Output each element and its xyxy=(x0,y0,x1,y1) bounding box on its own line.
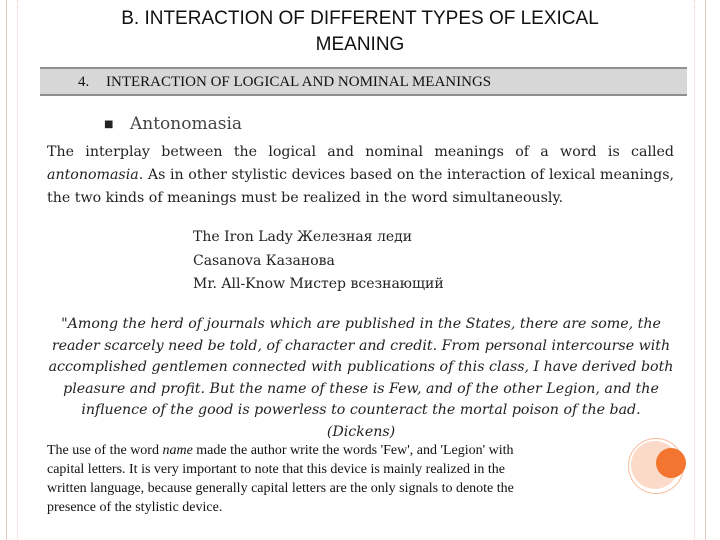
square-bullet-icon: ■ xyxy=(104,119,114,130)
left-decorative-border xyxy=(6,0,18,540)
closing-line-1 xyxy=(47,441,674,460)
subtitle-number: 4. xyxy=(78,74,90,90)
closing-term: name xyxy=(162,443,193,458)
closing-line-1a: The use of the word xyxy=(47,443,163,458)
definition-text-1: The interplay between the logical and nominal meanings of a word is called xyxy=(47,144,674,160)
example-item: The Iron Lady Железная леди xyxy=(193,229,413,245)
bullet-heading: Antonomasia xyxy=(130,114,243,134)
subtitle-text: INTERACTION OF LOGICAL AND NOMINAL MEANINGS xyxy=(106,74,492,90)
definition-term: antonomasia xyxy=(47,167,139,183)
closing-line-2: capital letters. It is very important to note that this device is mainly realized in the xyxy=(47,462,505,477)
dickens-quote: "Among the herd of journals which are published in the States, there are some, the reader scarcely need be told, of character and credit. From personal intercourse with accomplished gentlemen connected with publications of this class, I have derived both pleasure and profit. But the name of these is Few, and of the other Legion, and the influence of the good is powerless to counteract the mortal poison of the bad. (Dickens) xyxy=(48,316,674,440)
decorative-orange-circle-icon xyxy=(656,448,686,478)
right-decorative-border xyxy=(694,0,706,540)
example-item: Casanova Казанова xyxy=(193,252,335,269)
subtitle-bar xyxy=(40,67,687,96)
slide-title-line1: B. INTERACTION OF DIFFERENT TYPES OF LEXICAL xyxy=(121,8,599,29)
slide-title xyxy=(40,6,680,58)
closing-line-1b: made the author write the words 'Few', and 'Legion' with xyxy=(192,443,514,458)
definition-paragraph xyxy=(47,141,674,210)
closing-line-3: written language, because generally capital letters are the only signals to denote the xyxy=(47,481,514,496)
examples-list xyxy=(193,226,444,297)
example-item: Mr. All-Know Мистер всезнающий xyxy=(193,276,444,292)
closing-paragraph xyxy=(47,441,674,517)
definition-text-2: . As in other stylistic devices based on the interaction of lexical meanings, the two kinds of meanings must be realized in the word simultaneously. xyxy=(47,167,674,206)
closing-line-4: presence of the stylistic device. xyxy=(47,500,223,515)
slide-title-line2: MEANING xyxy=(315,34,405,55)
